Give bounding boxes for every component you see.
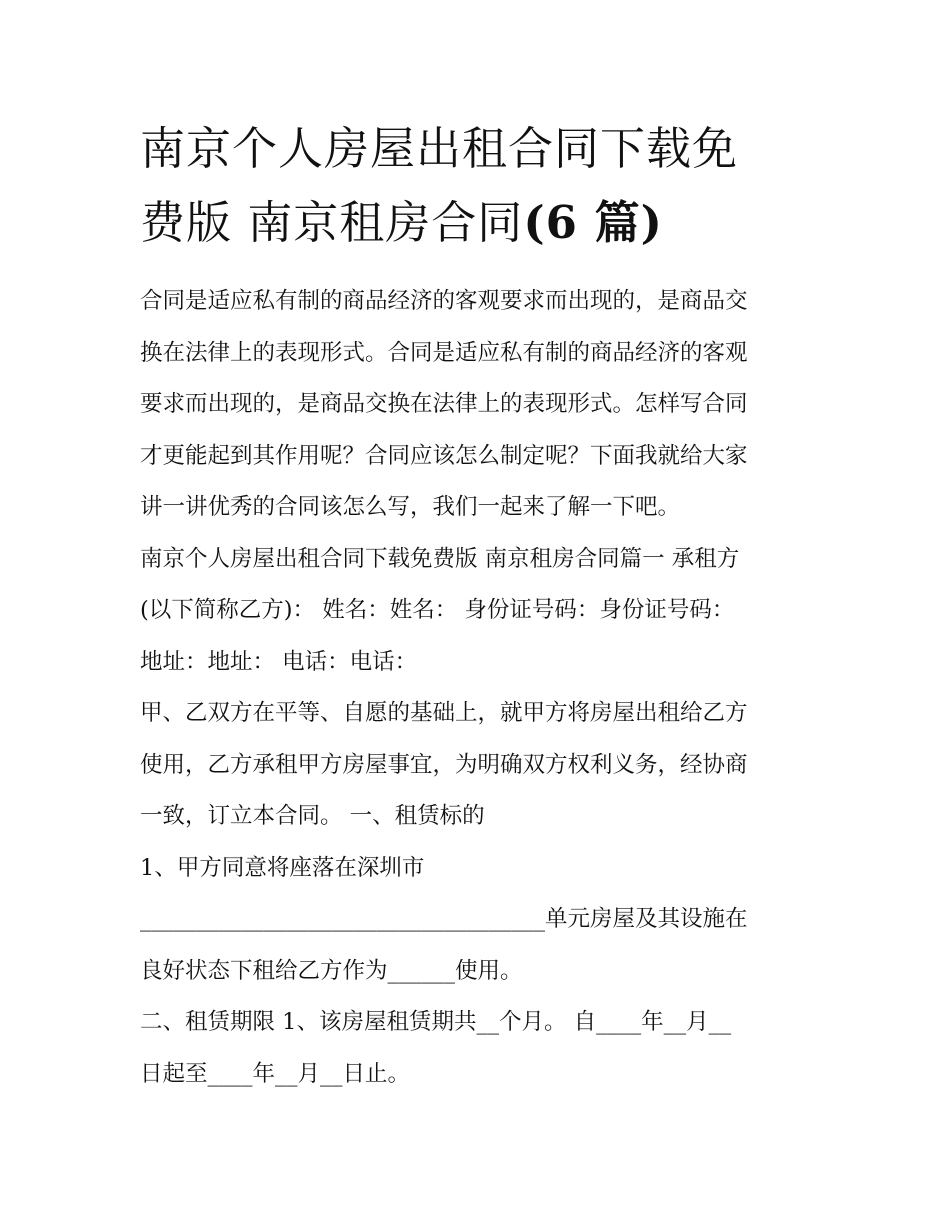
text-line: 讲一讲优秀的合同该怎么写，我们一起来了解一下吧。 — [140, 494, 681, 520]
text-line: 地址：地址： 电话：电话： — [140, 648, 418, 675]
document-body — [140, 276, 820, 1100]
lease-object-paragraph — [140, 843, 820, 998]
lease-term-paragraph — [140, 997, 820, 1100]
party-paragraph — [140, 534, 820, 689]
text-line: 换在法律上的表现形式。合同是适应私有制的商品经济的客观 — [140, 339, 748, 366]
intro-paragraph — [140, 276, 820, 534]
text-line: 良好状态下租给乙方作为______使用。 — [140, 957, 523, 984]
text-line: 使用，乙方承租甲方房屋事宜，为明确双方权利义务，经协商 — [140, 751, 748, 778]
text-line: 一致，订立本合同。 一、租赁标的 — [140, 803, 485, 829]
text-line: (以下简称乙方)： 姓名：姓名： 身份证号码：身份证号码： — [140, 597, 735, 623]
text-line: 要求而出现的，是商品交换在法律上的表现形式。怎样写合同 — [140, 391, 748, 417]
text-line: 日起至____年__月__日止。 — [140, 1060, 411, 1087]
title-line-1: 南京个人房屋出租合同下载免 — [140, 122, 739, 175]
title-line-2a: 费版 南京租房合同 — [140, 196, 524, 249]
text-line: 甲、乙双方在平等、自愿的基础上，就甲方将房屋出租给乙方 — [140, 700, 748, 726]
text-line: 才更能起到其作用呢？合同应该怎么制定呢？下面我就给大家 — [140, 442, 748, 469]
text-line: 南京个人房屋出租合同下载免费版 南京租房合同篇一 承租方 — [140, 545, 740, 572]
text-line: 1、甲方同意将座落在深圳市 — [140, 854, 425, 881]
text-line: 二、租赁期限 1、该房屋租赁期共__个月。 自____年__月__ — [140, 1009, 732, 1035]
title-line-2b: (6 篇) — [523, 196, 663, 249]
text-line: 合同是适应私有制的商品经济的客观要求而出现的，是商品交 — [140, 288, 748, 314]
agreement-paragraph — [140, 688, 820, 843]
document-title — [140, 112, 820, 260]
text-line: ____________________________________单元房屋及其设施在 — [140, 906, 748, 932]
